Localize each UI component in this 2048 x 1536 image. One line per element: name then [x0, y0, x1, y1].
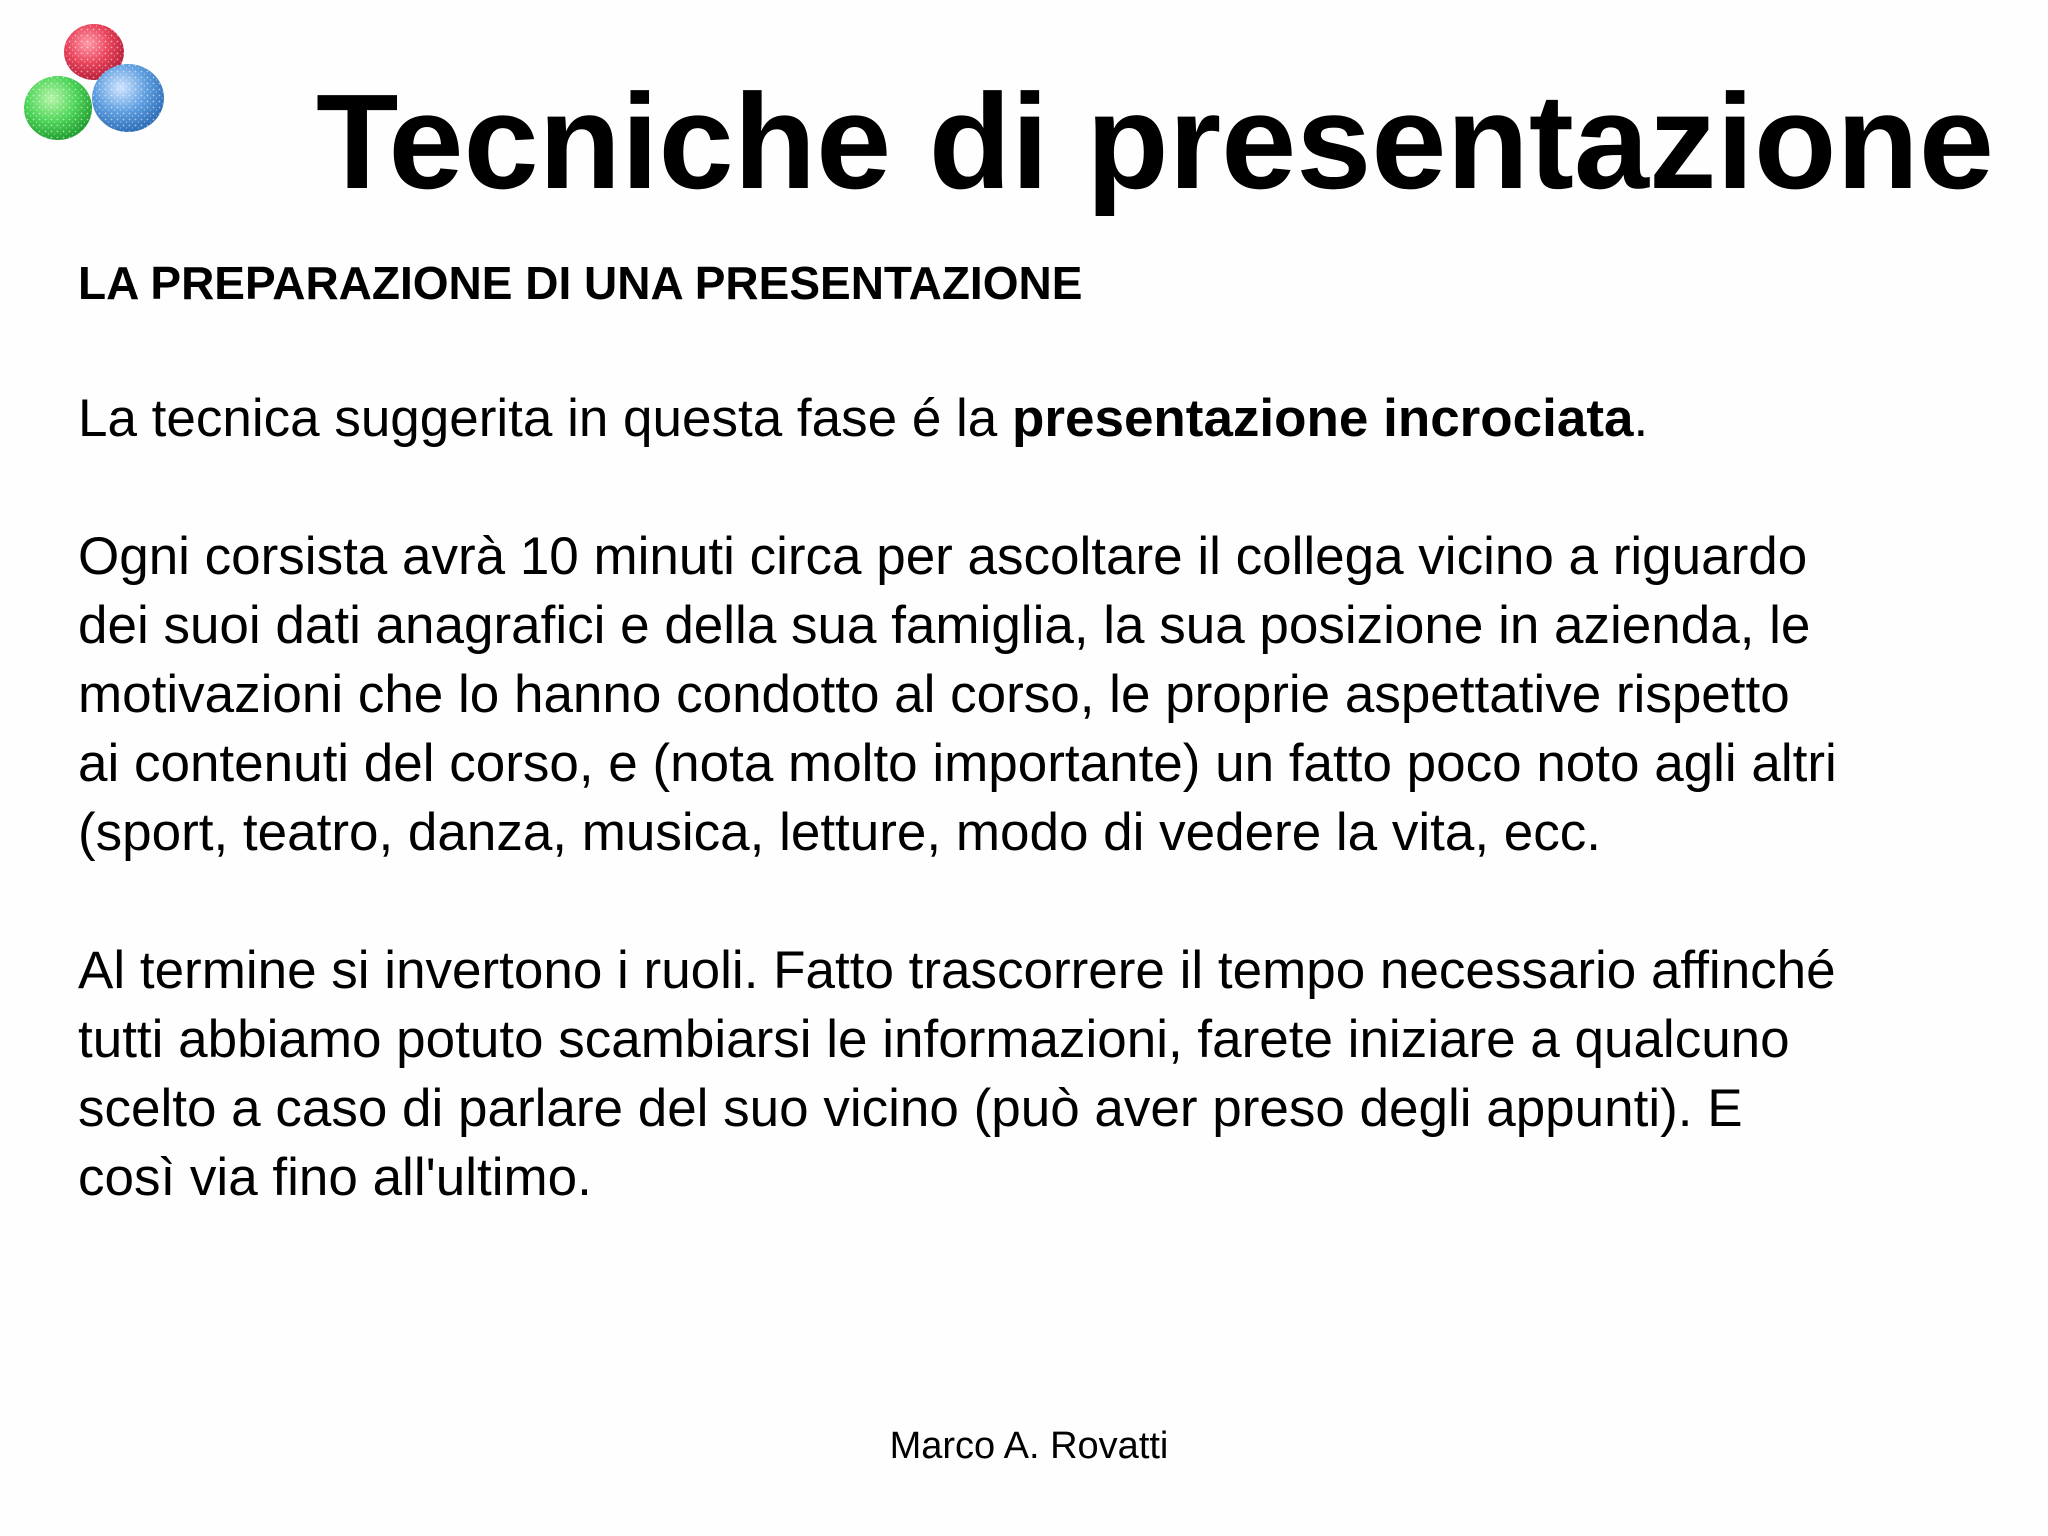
paragraph-instructions — [78, 522, 2008, 867]
slide-title: Tecniche di presentazione — [316, 66, 1994, 217]
intro-paragraph — [78, 384, 2008, 453]
paragraph-line: scelto a caso di parlare del suo vicino (può aver preso degli appunti). E — [78, 1079, 1743, 1138]
paragraph-line: motivazioni che lo hanno condotto al corso, le proprie aspettative rispetto — [78, 665, 1790, 724]
intro-period: . — [1633, 389, 1649, 448]
paragraph-line: (sport, teatro, danza, musica, letture, modo di vedere la vita, ecc. — [78, 803, 1601, 862]
intro-text: La tecnica suggerita in questa fase é la — [78, 389, 1012, 448]
paragraph-line: Al termine si invertono i ruoli. Fatto trascorrere il tempo necessario affinché — [78, 941, 1836, 1000]
gumdrops-logo-icon — [14, 22, 174, 152]
footer-author: Marco A. Rovatti — [889, 1425, 1169, 1467]
intro-emphasis: presentazione incrociata — [1012, 389, 1634, 448]
slide-content — [78, 252, 2008, 1212]
paragraph-line: dei suoi dati anagrafici e della sua famiglia, la sua posizione in azienda, le — [78, 596, 1811, 655]
paragraph-line: Ogni corsista avrà 10 minuti circa per ascoltare il collega vicino a riguardo — [78, 527, 1808, 586]
paragraph-line: tutti abbiamo potuto scambiarsi le informazioni, farete iniziare a qualcuno — [78, 1010, 1790, 1069]
paragraph-conclusion — [78, 936, 2008, 1212]
paragraph-line: ai contenuti del corso, e (nota molto importante) un fatto poco noto agli altri — [78, 734, 1837, 793]
paragraph-line: così via fino all'ultimo. — [78, 1148, 592, 1207]
section-heading: LA PREPARAZIONE DI UNA PRESENTAZIONE — [78, 257, 1083, 309]
